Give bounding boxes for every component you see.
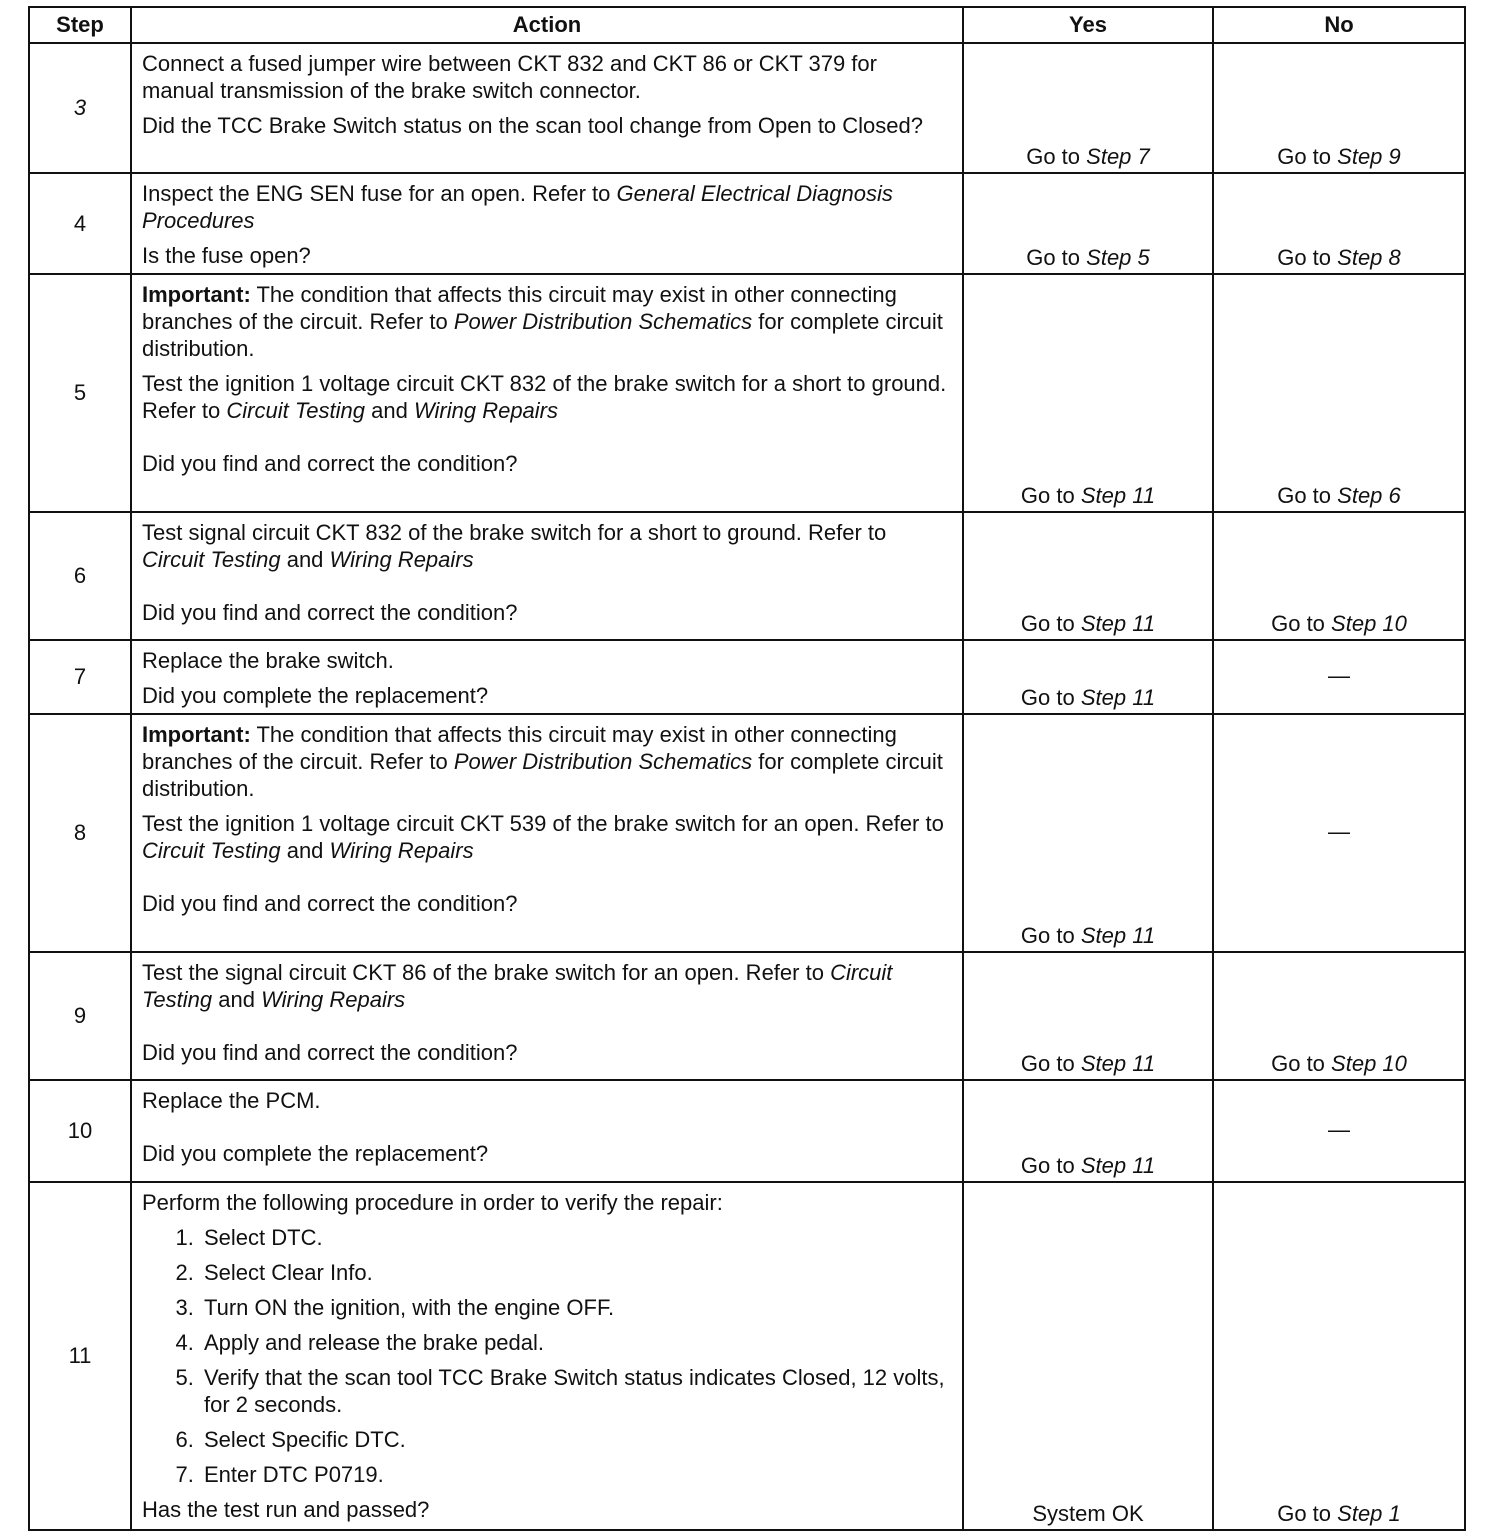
yes-cell: Go to Step 5 xyxy=(963,173,1213,274)
yes-cell: System OK xyxy=(963,1182,1213,1530)
no-link[interactable]: Step 9 xyxy=(1337,144,1401,169)
no-cell: — xyxy=(1213,640,1465,714)
yes-link[interactable]: Step 11 xyxy=(1080,1051,1156,1076)
header-row xyxy=(29,7,1465,43)
action-text: Test signal circuit CKT 832 of the brake switch for a short to ground. Refer to Circuit Testing and Wiring Repairs xyxy=(142,520,887,572)
question-text: Is the fuse open? xyxy=(142,243,311,268)
action-cell xyxy=(131,1182,963,1530)
step-number: 10 xyxy=(29,1080,131,1182)
no-cell: Go to Step 10 xyxy=(1213,952,1465,1080)
reference-link[interactable]: Power Distribution Schematics xyxy=(453,749,753,774)
no-cell: Go to Step 8 xyxy=(1213,173,1465,274)
header-yes: Yes xyxy=(963,7,1213,43)
table-row xyxy=(29,274,1465,512)
no-link[interactable]: Step 10 xyxy=(1331,611,1407,636)
no-link[interactable]: Step 6 xyxy=(1337,483,1401,508)
yes-link[interactable]: Step 11 xyxy=(1080,483,1156,508)
reference-link[interactable]: General Electrical Diagnosis Procedures xyxy=(142,181,893,233)
yes-cell: Go to Step 11 xyxy=(963,640,1213,714)
step-number: 3 xyxy=(29,43,131,173)
question-text: Did you find and correct the condition? xyxy=(142,1040,518,1065)
no-cell: Go to Step 6 xyxy=(1213,274,1465,512)
list-item: 1. Select DTC. xyxy=(200,1224,954,1251)
question-text: Did you find and correct the condition? xyxy=(142,600,518,625)
table-row xyxy=(29,714,1465,952)
header-no: No xyxy=(1213,7,1465,43)
action-cell xyxy=(131,640,963,714)
action-cell xyxy=(131,173,963,274)
question-text: Did you complete the replacement? xyxy=(142,1141,489,1166)
no-link[interactable]: Step 8 xyxy=(1337,245,1401,270)
no-cell: Go to Step 10 xyxy=(1213,512,1465,640)
yes-link[interactable]: Step 5 xyxy=(1086,245,1150,270)
reference-link[interactable]: Circuit Testing xyxy=(142,960,893,1012)
yes-cell: Go to Step 11 xyxy=(963,714,1213,952)
yes-link[interactable]: Step 7 xyxy=(1086,144,1150,169)
important-note: Important: The condition that affects this circuit may exist in other connecting branches of the circuit. Refer to Power Distribution Schematics for complete circuit distribution. xyxy=(142,722,943,801)
table-row xyxy=(29,1080,1465,1182)
question-text: Did you find and correct the condition? xyxy=(142,451,518,476)
no-link[interactable]: Step 1 xyxy=(1337,1501,1401,1526)
no-cell: — xyxy=(1213,1080,1465,1182)
step-number: 5 xyxy=(29,274,131,512)
step-number: 9 xyxy=(29,952,131,1080)
yes-cell: Go to Step 7 xyxy=(963,43,1213,173)
yes-cell: Go to Step 11 xyxy=(963,952,1213,1080)
no-cell: Go to Step 1 xyxy=(1213,1182,1465,1530)
list-item: 3. Turn ON the ignition, with the engine OFF. xyxy=(200,1294,954,1321)
list-item: 7. Enter DTC P0719. xyxy=(200,1461,954,1488)
question-text: Did you complete the replacement? xyxy=(142,683,489,708)
table-row xyxy=(29,1182,1465,1530)
action-cell xyxy=(131,274,963,512)
diagnostic-table xyxy=(28,6,1466,1531)
table-row xyxy=(29,173,1465,274)
reference-link[interactable]: Wiring Repairs xyxy=(329,547,474,572)
reference-link[interactable]: Circuit Testing xyxy=(142,547,281,572)
action-cell xyxy=(131,714,963,952)
table-row xyxy=(29,512,1465,640)
action-text: Inspect the ENG SEN fuse for an open. Refer to General Electrical Diagnosis Procedures xyxy=(142,181,893,233)
list-item: 2. Select Clear Info. xyxy=(200,1259,954,1286)
no-cell: Go to Step 9 xyxy=(1213,43,1465,173)
list-item: 6. Select Specific DTC. xyxy=(200,1426,954,1453)
yes-link[interactable]: Step 11 xyxy=(1080,611,1156,636)
question-text: Has the test run and passed? xyxy=(142,1497,430,1522)
step-number: 7 xyxy=(29,640,131,714)
step-number: 6 xyxy=(29,512,131,640)
reference-link[interactable]: Power Distribution Schematics xyxy=(453,309,753,334)
yes-cell: Go to Step 11 xyxy=(963,512,1213,640)
action-text: Test the signal circuit CKT 86 of the brake switch for an open. Refer to Circuit Testing and Wiring Repairs xyxy=(142,960,893,1012)
list-item: 5. Verify that the scan tool TCC Brake Switch status indicates Closed, 12 volts, for 2 seconds. xyxy=(200,1364,954,1418)
reference-link[interactable]: Wiring Repairs xyxy=(261,987,406,1012)
step-number: 8 xyxy=(29,714,131,952)
reference-link[interactable]: Circuit Testing xyxy=(226,398,365,423)
table-row xyxy=(29,43,1465,173)
table-row xyxy=(29,952,1465,1080)
step-number: 11 xyxy=(29,1182,131,1530)
action-text: Test the ignition 1 voltage circuit CKT 539 of the brake switch for an open. Refer to Circuit Testing and Wiring Repairs xyxy=(142,811,944,863)
header-step: Step xyxy=(29,7,131,43)
action-text: Replace the PCM. xyxy=(142,1088,321,1113)
yes-cell: Go to Step 11 xyxy=(963,274,1213,512)
question-text: Did you find and correct the condition? xyxy=(142,891,518,916)
reference-link[interactable]: Wiring Repairs xyxy=(413,398,559,423)
reference-link[interactable]: Wiring Repairs xyxy=(329,838,474,863)
action-text: Connect a fused jumper wire between CKT 832 and CKT 86 or CKT 379 for manual transmission of the brake switch connector. xyxy=(142,51,877,103)
action-text: Test the ignition 1 voltage circuit CKT 832 of the brake switch for a short to ground. Refer to Circuit Testing and Wiring Repairs xyxy=(142,371,947,423)
action-text: Replace the brake switch. xyxy=(142,648,394,673)
header-action: Action xyxy=(131,7,963,43)
action-cell xyxy=(131,952,963,1080)
yes-link[interactable]: Step 11 xyxy=(1080,685,1156,710)
yes-link[interactable]: Step 11 xyxy=(1080,923,1156,948)
important-note: Important: The condition that affects this circuit may exist in other connecting branches of the circuit. Refer to Power Distribution Schematics for complete circuit distribution. xyxy=(142,282,943,361)
procedure-list xyxy=(142,1224,954,1488)
no-cell: — xyxy=(1213,714,1465,952)
list-item: 4. Apply and release the brake pedal. xyxy=(200,1329,954,1356)
action-cell xyxy=(131,512,963,640)
action-text: Perform the following procedure in order to verify the repair: xyxy=(142,1190,723,1215)
no-link[interactable]: Step 10 xyxy=(1331,1051,1407,1076)
yes-cell: Go to Step 11 xyxy=(963,1080,1213,1182)
table-row xyxy=(29,640,1465,714)
yes-link[interactable]: Step 11 xyxy=(1080,1153,1156,1178)
step-number: 4 xyxy=(29,173,131,274)
question-text: Did the TCC Brake Switch status on the scan tool change from Open to Closed? xyxy=(142,113,923,138)
action-cell xyxy=(131,43,963,173)
action-cell xyxy=(131,1080,963,1182)
reference-link[interactable]: Circuit Testing xyxy=(142,838,281,863)
